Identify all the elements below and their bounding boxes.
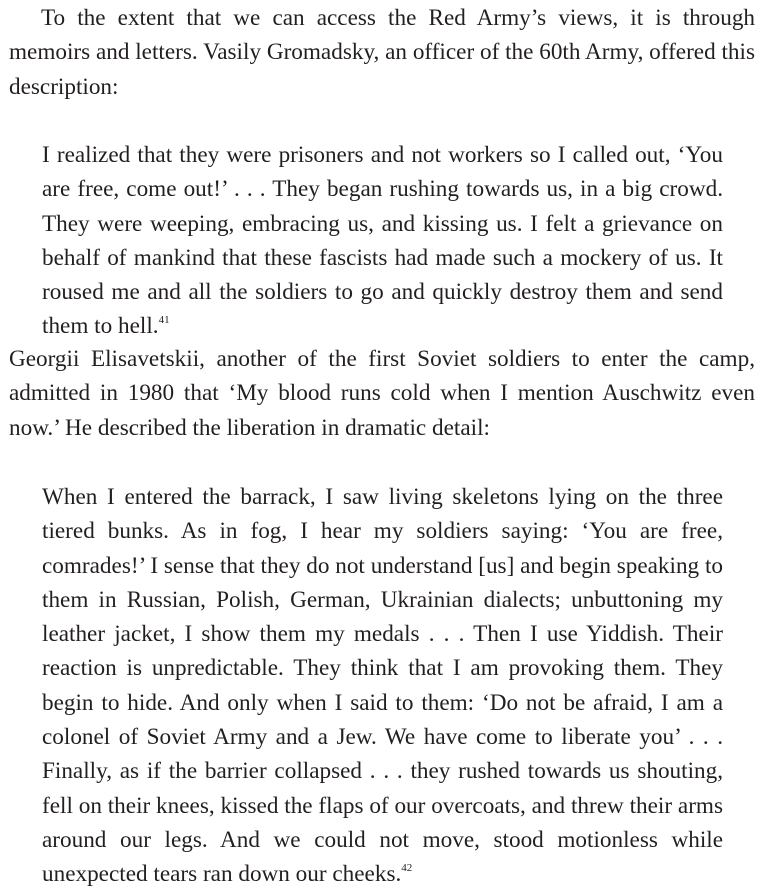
block-quote-elisavetskii xyxy=(42,480,723,892)
elisavetskii-paragraph: Georgii Elisavetskii, another of the first Soviet soldiers to enter the camp, admitted in 1980 that ‘My blood runs cold when I mention Auschwitz even now.’ He described the liberation in dramatic detail: xyxy=(9,346,755,441)
block-quote-gromadsky xyxy=(42,138,723,344)
quote-text: When I entered the barrack, I saw living skeletons lying on the three tiered bunks. As in fog, I hear my soldiers saying: ‘You are free, comrades!’ I sense that they do not understand [us] and begin speaking to them in Russian, Polish, German, Ukrainian dialects; unbuttoning my leather jacket, I show them my medals . . . Then I use Yiddish. Their reaction is unpredictable. They think that I am provoking them. They begin to hide. And only when I said to them: ‘Do not be afraid, I am a colonel of Soviet Army and a Jew. We have come to liberate you’ . . . Finally, as if the barrier collapsed . . . they rushed towards us shouting, fell on their knees, kissed the flaps of our overcoats, and threw their arms around our legs. And we could not move, stood motionless while unexpected tears ran down our cheeks. xyxy=(42,484,723,888)
footnote-ref-42[interactable]: 42 xyxy=(401,861,413,874)
quote-text: I realized that they were prisoners and not workers so I called out, ‘You are free, come out!’ . . . They began rushing towards us, in a big crowd. They were weeping, embracing us, and kissing us. I felt a grievance on behalf of mankind that these fascists had made such a mockery of us. It roused me and all the soldiers to go and quickly destroy them and send them to hell. xyxy=(42,142,723,340)
footnote-ref-41[interactable]: 41 xyxy=(158,313,170,326)
intro-paragraph: To the extent that we can access the Red Army’s views, it is through memoirs and letters. Vasily Gromadsky, an officer of the 60th Army, offered this description: xyxy=(9,5,755,100)
